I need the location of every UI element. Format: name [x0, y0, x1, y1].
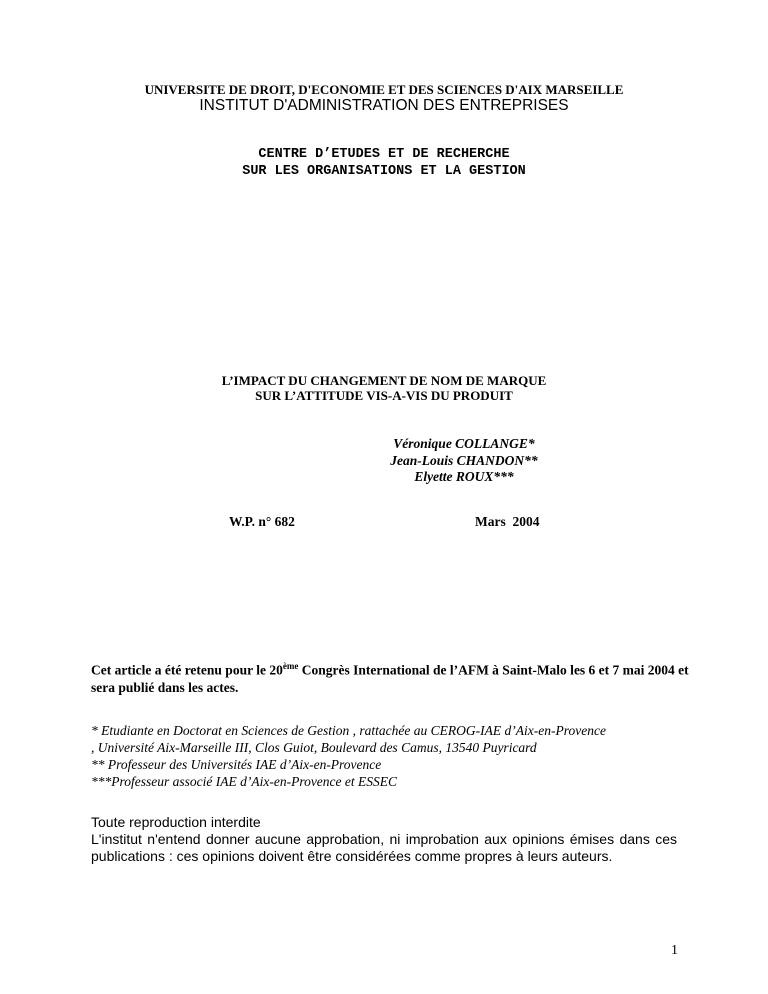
university-name: UNIVERSITE DE DROIT, D'ECONOMIE ET DES SCIENCES D'AIX MARSEILLE [144, 82, 624, 97]
research-centre-line2: SUR LES ORGANISATIONS ET LA GESTION [242, 164, 526, 179]
paper-title-line1: L’IMPACT DU CHANGEMENT DE NOM DE MARQUE [221, 373, 547, 388]
page-number: 1 [671, 943, 678, 958]
paper-title-line2: SUR L’ATTITUDE VIS-A-VIS DU PRODUIT [255, 388, 513, 403]
reproduction-notice: Toute reproduction interdite [91, 814, 261, 830]
institute-name: INSTITUT D'ADMINISTRATION DES ENTREPRISES [199, 97, 569, 114]
author-chandon: Jean-Louis CHANDON** [390, 453, 538, 468]
working-paper-number: W.P. n° 682 [229, 514, 295, 529]
publication-date: Mars 2004 [475, 514, 540, 529]
acceptance-note [91, 658, 691, 696]
research-centre-line1: CENTRE D’ETUDES ET DE RECHERCHE [258, 147, 510, 162]
acceptance-superscript: ème [282, 661, 299, 671]
acceptance-suffix: Congrès International de l’AFM à Saint-Malo les 6 et 7 mai 2004 et sera publié dans les actes. [91, 662, 689, 695]
affiliation-first-line1: * Etudiante en Doctorat en Sciences de Gestion , rattachée au CEROG-IAE d’Aix-en-Provence [91, 723, 606, 738]
author-collange: Véronique COLLANGE* [393, 436, 535, 451]
affiliation-first-line2: , Université Aix-Marseille III, Clos Guiot, Boulevard des Camus, 13540 Puyricard [91, 740, 537, 755]
disclaimer-text: L'institut n'entend donner aucune approbation, ni improbation aux opinions émises dans ces publications : ces opinions doivent être considérées comme propres à leurs auteurs. [91, 831, 677, 864]
acceptance-prefix: Cet article a été retenu pour le 20 [91, 662, 283, 678]
affiliation-second: ** Professeur des Universités IAE d’Aix-en-Provence [91, 757, 382, 772]
author-roux: Elyette ROUX*** [414, 469, 514, 484]
affiliation-third: ***Professeur associé IAE d’Aix-en-Provence et ESSEC [91, 774, 398, 789]
